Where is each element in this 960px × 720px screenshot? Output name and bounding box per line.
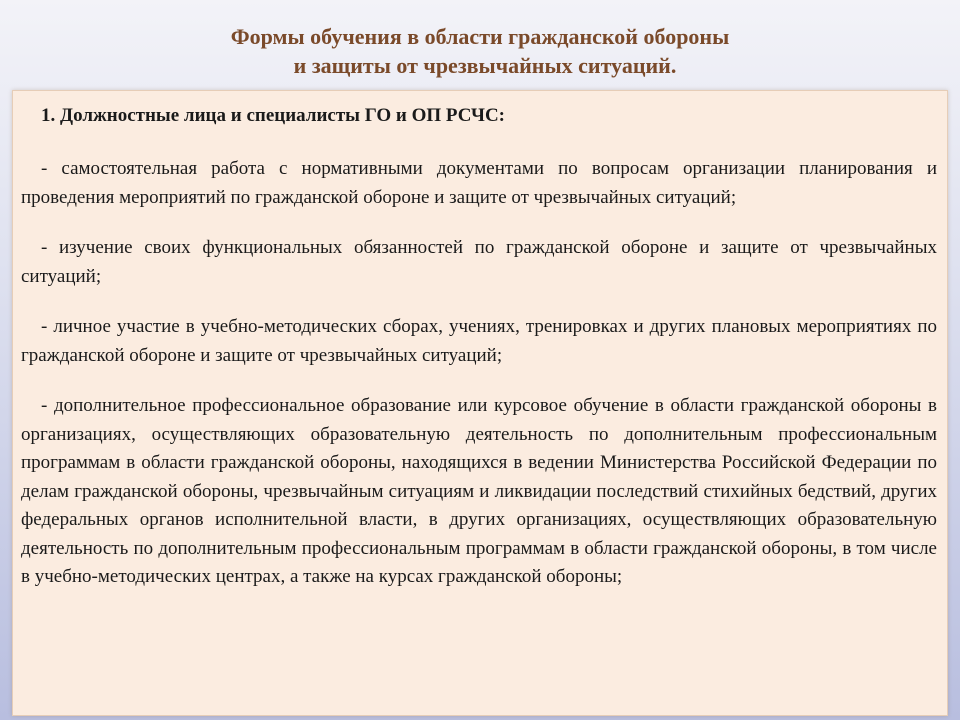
slide-title-line-2: и защиты от чрезвычайных ситуаций. <box>293 53 677 78</box>
list-item-exercises: - личное участие в учебно-методических сборах, учениях, тренировках и других плановых мероприятиях по гражданской обороне и защите от чрезвычайных ситуаций; <box>21 316 937 366</box>
list-item-self-study: - самостоятельная работа с нормативными документами по вопросам организации планирования и проведения мероприятий по гражданской обороне и защите от чрезвычайных ситуаций; <box>21 158 937 208</box>
content-panel <box>12 90 948 716</box>
slide-title <box>0 22 960 80</box>
section-heading: 1. Должностные лица и специалисты ГО и ОП РСЧС: <box>41 105 505 126</box>
list-item-duties-study: - изучение своих функциональных обязанностей по гражданской обороне и защите от чрезвычайных ситуаций; <box>21 237 937 287</box>
slide-title-line-1: Формы обучения в области гражданской обороны <box>230 24 730 49</box>
list-item-professional-education: - дополнительное профессиональное образование или курсовое обучение в области гражданской обороны в организациях, осуществляющих образовательную деятельность по дополнительным профессиональным программам в области гражданской обороны, находящихся в ведении Министерства Российской Федерации по делам гражданской обороны, чрезвычайным ситуациям и ликвидации последствий стихийных бедствий, других федеральных органов исполнительной власти, в других организациях, осуществляющих образовательную деятельность по дополнительным профессиональным программам в области гражданской обороны, в том числе в учебно-методических центрах, а также на курсах гражданской обороны; <box>21 395 937 587</box>
